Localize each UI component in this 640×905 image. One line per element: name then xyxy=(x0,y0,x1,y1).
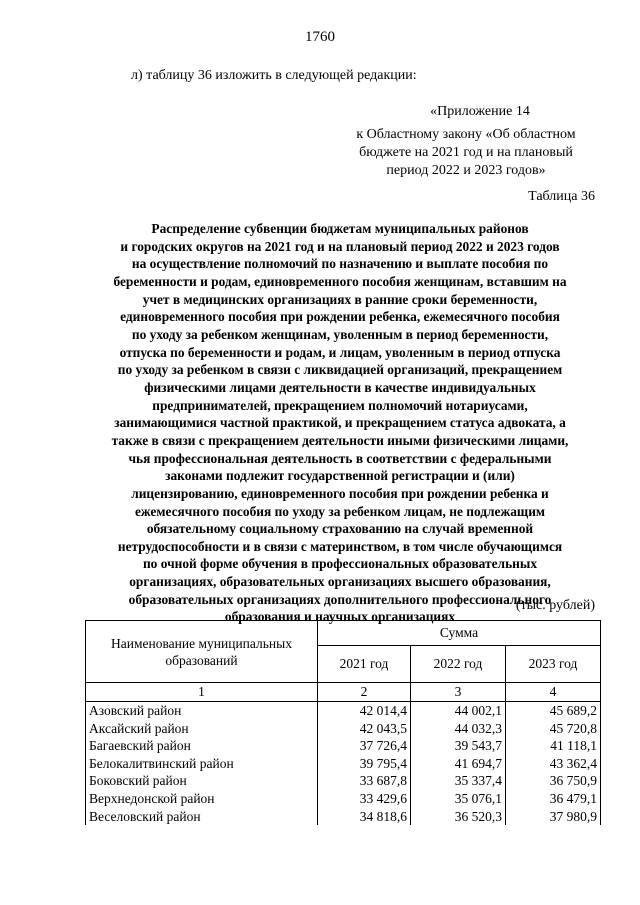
value-2021: 34 818,6 xyxy=(318,808,411,826)
value-2022: 35 337,4 xyxy=(411,772,506,790)
municipality-name: Аксайский район xyxy=(86,720,318,738)
value-2023: 36 479,1 xyxy=(506,790,601,808)
value-2021: 42 043,5 xyxy=(318,720,411,738)
heading-line: нетрудоспособности и в связи с материнством, в том числе обучающимся xyxy=(117,538,563,554)
municipality-name: Белокалитвинский район xyxy=(86,755,318,773)
heading-line: отпуска по беременности и родам, и лицам, уволенным в период отпуска xyxy=(119,344,561,360)
heading-line: обязательному социальному страхованию на случай временной xyxy=(146,521,534,537)
municipality-name: Боковский район xyxy=(86,772,318,790)
heading-line: лицензированию, единовременного пособия при рождении ребенка и xyxy=(131,485,549,501)
value-2022: 39 543,7 xyxy=(411,737,506,755)
heading-line: также в связи с прекращением деятельности иными физическими лицами, xyxy=(111,432,569,448)
value-2021: 33 429,6 xyxy=(318,790,411,808)
heading-line: на осуществление полномочий по назначению и выплате пособия по xyxy=(131,256,549,272)
header-sum: Сумма xyxy=(318,621,601,646)
heading-line: учет в медицинских организациях в ранние сроки беременности, xyxy=(142,291,538,307)
heading-line: по уходу за ребенком женщинам, уволенным в период беременности, xyxy=(131,326,549,342)
municipality-name: Верхнедонской район xyxy=(86,790,318,808)
heading-line: ежемесячного пособия по уходу за ребенком лицам, не подлежащим xyxy=(134,503,546,519)
heading-line: по уходу за ребенком в связи с ликвидацией организаций, прекращением xyxy=(117,362,563,378)
value-2022: 36 520,3 xyxy=(411,808,506,826)
table-row xyxy=(86,790,601,808)
header-year-2021: 2021 год xyxy=(318,646,411,683)
table-label: Таблица 36 xyxy=(528,189,595,204)
header-name-line: образований xyxy=(165,652,238,668)
heading-line: беременности и родам, единовременного пособия женщинам, вставшим на xyxy=(113,273,567,289)
header-year-2022: 2022 год xyxy=(411,646,506,683)
value-2022: 44 032,3 xyxy=(411,720,506,738)
value-2023: 45 720,8 xyxy=(506,720,601,738)
heading-line: организациях, образовательных организациях высшего образования, xyxy=(129,574,551,590)
header-municipality xyxy=(86,621,318,683)
appendix-line: бюджете на 2021 год и на плановый xyxy=(359,145,573,160)
table-heading xyxy=(80,220,600,626)
column-number: 1 xyxy=(86,683,318,702)
value-2022: 44 002,1 xyxy=(411,702,506,720)
value-2023: 37 980,9 xyxy=(506,808,601,826)
heading-line: физическими лицами деятельности в качестве индивидуальных xyxy=(144,379,536,395)
value-2023: 36 750,9 xyxy=(506,772,601,790)
table-row xyxy=(86,720,601,738)
heading-line: Распределение субвенции бюджетам муниципальных районов xyxy=(151,221,529,236)
municipality-name: Веселовский район xyxy=(86,808,318,826)
units-label: (тыс. рублей) xyxy=(515,598,595,613)
value-2021: 33 687,8 xyxy=(318,772,411,790)
header-name-line: Наименование муниципальных xyxy=(111,635,292,651)
table-row xyxy=(86,737,601,755)
municipality-name: Азовский район xyxy=(86,702,318,720)
heading-line: занимающимися частной практикой, и прекращением статуса адвоката, а xyxy=(114,415,566,431)
value-2022: 41 694,7 xyxy=(411,755,506,773)
column-number: 2 xyxy=(318,683,411,702)
page-number: 1760 xyxy=(305,29,335,45)
subvention-table xyxy=(85,620,601,825)
value-2023: 45 689,2 xyxy=(506,702,601,720)
appendix-title: «Приложение 14 xyxy=(430,104,530,119)
table-row xyxy=(86,755,601,773)
heading-line: единовременного пособия при рождении ребенка, ежемесячного пособия xyxy=(120,309,560,325)
appendix-line: к Областному закону «Об областном xyxy=(356,127,576,142)
heading-line: предпринимателей, прекращением полномочий нотариусами, xyxy=(152,397,528,413)
table-row xyxy=(86,702,601,720)
intro-text: л) таблицу 36 изложить в следующей редакции: xyxy=(131,68,417,83)
header-year-2023: 2023 год xyxy=(506,646,601,683)
value-2021: 39 795,4 xyxy=(318,755,411,773)
heading-line: образовательных организациях дополнительного профессионального xyxy=(128,591,552,607)
municipality-name: Багаевский район xyxy=(86,737,318,755)
table-row xyxy=(86,808,601,826)
value-2021: 42 014,4 xyxy=(318,702,411,720)
column-number: 4 xyxy=(506,683,601,702)
appendix-reference xyxy=(336,126,596,180)
heading-line: и городских округов на 2021 год и на плановый период 2022 и 2023 годов xyxy=(120,238,560,254)
value-2022: 35 076,1 xyxy=(411,790,506,808)
heading-line: чья профессиональная деятельность в соответствии с федеральными xyxy=(128,450,552,466)
value-2023: 43 362,4 xyxy=(506,755,601,773)
heading-line: законами подлежит государственной регистрации и (или) xyxy=(165,468,515,484)
value-2021: 37 726,4 xyxy=(318,737,411,755)
value-2023: 41 118,1 xyxy=(506,737,601,755)
column-number: 3 xyxy=(411,683,506,702)
heading-line: образования и научных организациях xyxy=(224,609,456,625)
heading-line: по очной форме обучения в профессиональных образовательных xyxy=(142,556,538,572)
appendix-line: период 2022 и 2023 годов» xyxy=(386,163,546,178)
table-row xyxy=(86,772,601,790)
